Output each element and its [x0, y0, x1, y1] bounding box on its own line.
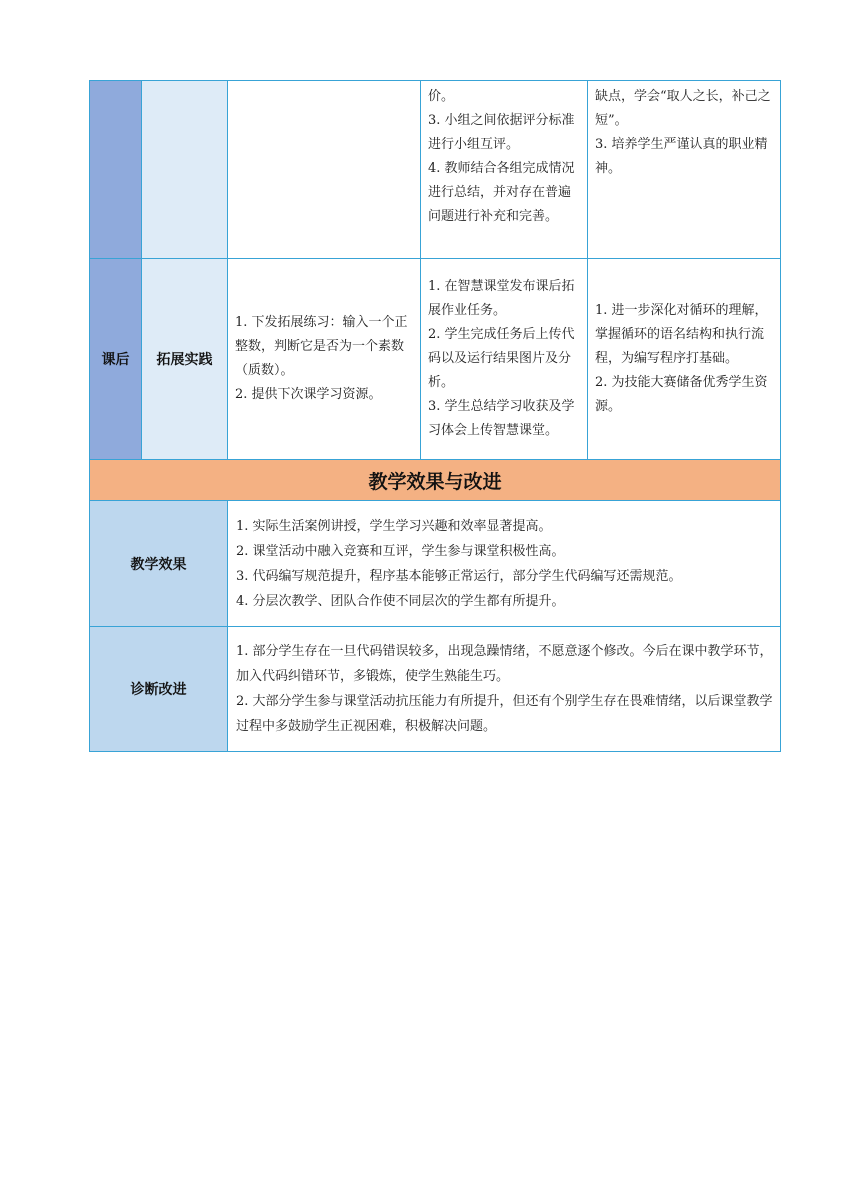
- student-activity-cell: [421, 259, 588, 460]
- text-line: 缺点，学会“取人之长，补己之短”。: [595, 89, 771, 128]
- lesson-plan-table: [89, 80, 781, 752]
- teacher-activity-cell: [228, 259, 421, 460]
- activity-label: 拓展实践: [142, 259, 228, 460]
- text-line: 2. 为技能大赛储备优秀学生资源。: [595, 375, 768, 414]
- text-line: 3. 学生总结学习收获及学习体会上传智慧课堂。: [428, 399, 575, 438]
- design-intent-cell: [588, 259, 781, 460]
- student-activity-cell: [421, 81, 588, 259]
- phase-cell-empty: [90, 81, 142, 259]
- table-row-continued: [90, 81, 781, 259]
- text-line: 2. 大部分学生参与课堂活动抗压能力有所提升，但还有个别学生存在畏难情绪，以后课堂教学过程中多鼓励学生正视困难，积极解决问题。: [236, 694, 773, 734]
- text-line: 1. 在智慧课堂发布课后拓展作业任务。: [428, 279, 575, 318]
- diagnosis-improvement-content: [228, 627, 781, 752]
- text-line: 2. 学生完成任务后上传代码以及运行结果图片及分析。: [428, 327, 575, 390]
- text-line: 1. 下发拓展练习：输入一个正整数，判断它是否为一个素数（质数）。: [235, 315, 408, 378]
- text-line: 3. 培养学生严谨认真的职业精神。: [595, 137, 768, 176]
- teacher-cell-empty: [228, 81, 421, 259]
- text-line: 4. 分层次教学、团队合作使不同层次的学生都有所提升。: [236, 593, 565, 609]
- text-line: 1. 实际生活案例讲授，学生学习兴趣和效率显著提高。: [236, 518, 552, 534]
- table-row-after-class: [90, 259, 781, 460]
- text-line: 4. 教师结合各组完成情况进行总结，并对存在普遍问题进行补充和完善。: [428, 161, 575, 224]
- text-line: 2. 提供下次课学习资源。: [235, 387, 382, 402]
- teaching-effect-label: 教学效果: [90, 501, 228, 627]
- text-line: 2. 课堂活动中融入竞赛和互评，学生参与课堂积极性高。: [236, 543, 565, 559]
- text-line: 1. 进一步深化对循环的理解，掌握循环的语名结构和执行流程，为编写程序打基础。: [595, 303, 768, 366]
- phase-label: 课后: [90, 259, 142, 460]
- text-line: 价。: [428, 89, 455, 104]
- design-intent-cell: [588, 81, 781, 259]
- teaching-effect-row: [90, 501, 781, 627]
- diagnosis-improvement-row: [90, 627, 781, 752]
- text-line: 3. 代码编写规范提升，程序基本能够正常运行，部分学生代码编写还需规范。: [236, 568, 682, 584]
- section-title: 教学效果与改进: [90, 460, 781, 501]
- teaching-effect-content: [228, 501, 781, 627]
- text-line: 1. 部分学生存在一旦代码错误较多，出现急躁情绪，不愿意逐个修改。今后在课中教学环节，加入代码纠错环节，多锻炼，使学生熟能生巧。: [236, 644, 773, 684]
- text-line: 3. 小组之间依据评分标准进行小组互评。: [428, 113, 575, 152]
- diagnosis-improvement-label: 诊断改进: [90, 627, 228, 752]
- lesson-plan-table-wrapper: [89, 80, 780, 752]
- activity-cell-empty: [142, 81, 228, 259]
- section-header-row: [90, 460, 781, 501]
